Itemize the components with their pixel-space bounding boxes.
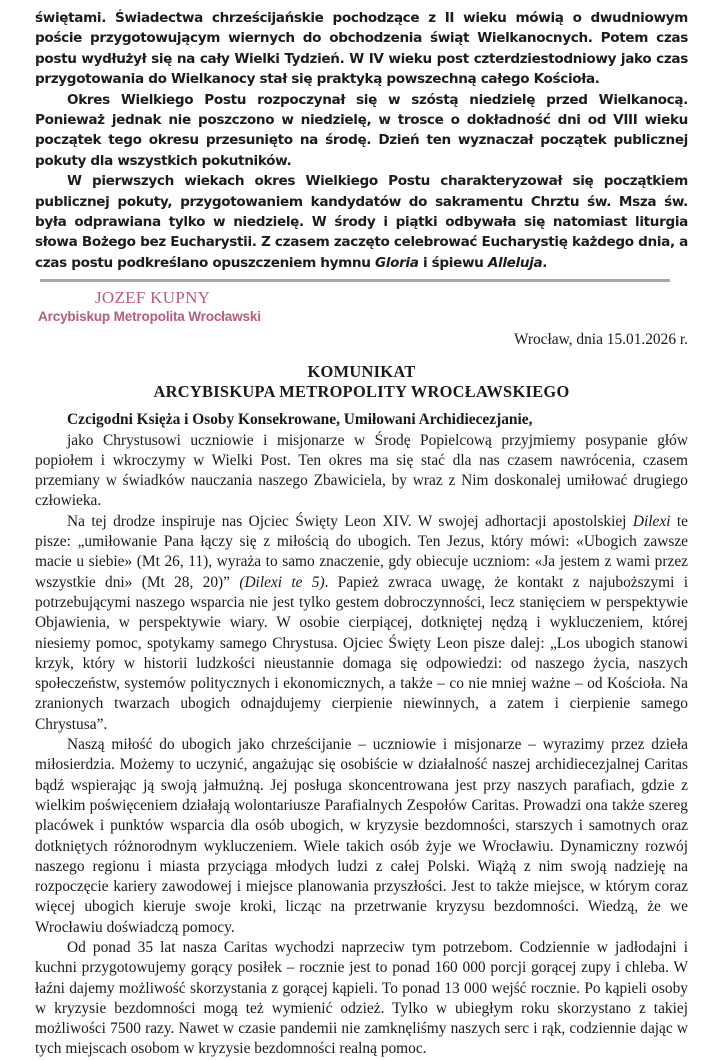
- communique-heading: [35, 362, 688, 402]
- text-run: jako Chrystusowi uczniowie i misjonarze w Środę Popielcową przyjmiemy posypanie głów popiołem i wkroczymy w Wielki Post. Ten okres ma się stać dla nas czasem nawrócenia, czasem przemiany w świadków nauczania naszego Zbawiciela, by wraz z Nim doskonalej umiłować drugiego człowieka.: [35, 431, 688, 510]
- text-run: te pisze: „umiłowanie Pana łączy się z miłością do ubogich. Ten Jezus, który mówi: «Ubogich zawsze macie u siebie» (Mt 26, 11), wyraża to samo znaczenie, gdy obiecuje uczniom: «Ja jestem z wami przez wszystkie dni» (Mt 28, 20)”: [35, 512, 688, 591]
- italic-text: Dilexi: [632, 512, 671, 530]
- communique-paragraph: [35, 431, 688, 512]
- article-paragraph: [35, 8, 688, 90]
- section-divider: [40, 279, 670, 282]
- document-page: [35, 8, 688, 1060]
- author-title: Arcybiskup Metropolita Wrocławski: [38, 309, 261, 325]
- italic-text: Alleluja: [487, 254, 543, 271]
- heading-line-2: ARCYBISKUPA METROPOLITY WROCŁAWSKIEGO: [153, 382, 570, 402]
- text-run: Od ponad 35 lat nasza Caritas wychodzi naprzeciw tym potrzebom. Codziennie w jadłodajni i kuchni przygotowujemy gorący posiłek – rocznie jest to ponad 160 000 porcji gorącej zupy i chleba. W łaźni dajemy możliwość skorzystania z gorącej kąpieli. To ponad 13 000 wejść rocznie. Po kąpieli osoby w kryzysie bezdomności mogą też wymienić odzież. Tylko w ubiegłym roku skorzystano z takiej możliwości 7500 razy. Nawet w czasie pandemii nie zamknęliśmy naszych serc i rąk, codziennie dając w tych miejscach osobom w kryzysie bezdomności realną pomoc.: [35, 939, 688, 1058]
- author-signature: [35, 288, 688, 326]
- communique-paragraph: [35, 938, 688, 1060]
- text-run: W pierwszych wiekach okres Wielkiego Postu charakteryzował się początkiem publicznej pokuty, przygotowaniem kandydatów do sakramentu Chrztu św. Msza św. była odprawiana tylko w niedzielę. W środy i piątki odbywała się natomiast liturgia słowa Bożego bez Eucharystii. Z czasem zaczęto celebrować Eucharystię każdego dnia, a czas postu podkreślano opuszczeniem hymnu: [35, 173, 688, 271]
- author-name: JOZEF KUPNY: [95, 288, 211, 308]
- text-run: .: [542, 254, 548, 271]
- article-paragraph: [35, 171, 688, 273]
- text-run: i śpiewu: [418, 254, 488, 271]
- date-line: Wrocław, dnia 15.01.2026 r.: [513, 331, 688, 349]
- previous-article-section: [35, 8, 688, 273]
- communique-paragraph: [35, 735, 688, 938]
- communique-paragraph: [35, 512, 688, 735]
- text-run: Na tej drodze inspiruje nas Ojciec Święty Leon XIV. W swojej adhortacji apostolskiej: [67, 512, 633, 530]
- text-run: Okres Wielkiego Postu rozpoczynał się w szóstą niedzielę przed Wielkanocą. Ponieważ jednak nie poszczono w niedzielę, w trosce o dokładność dni od VIII wieku początek tego okresu przesunięto na środę. Dzień ten wyznaczał początek publicznej pokuty dla wszystkich pokutników.: [35, 91, 688, 169]
- communique-section: [35, 330, 688, 1060]
- italic-text: Gloria: [374, 254, 419, 271]
- heading-line-1: KOMUNIKAT: [307, 362, 416, 382]
- article-paragraph: [35, 90, 688, 172]
- italic-text: (Dilexi te 5): [239, 573, 325, 591]
- text-run: świętami. Świadectwa chrześcijańskie pochodzące z II wieku mówią o dwudniowym poście przygotowującym wiernych do obchodzenia świąt Wielkanocnych. Potem czas postu wydłużył się na cały Wielki Tydzień. W IV wieku post czterdziestodniowy jako czas przygotowania do Wielkanocy stał się praktyką powszechną całego Kościoła.: [35, 10, 688, 88]
- text-run: Naszą miłość do ubogich jako chrześcijanie – uczniowie i misjonarze – wyrazimy przez dzieła miłosierdzia. Możemy to uczynić, angażując się osobiście w działalność naszej archidiecezjalnej Caritas bądź wspierając ją swoją jałmużną. Jej posługa skoncentrowana jest przy naszych parafiach, gdzie z wielkim poświęceniem działają wolontariusze Parafialnych Zespołów Caritas. Prowadzi ona także szereg placówek i punktów wsparcia dla osób ubogich, w kryzysie bezdomności, starszych i samotnych oraz dotkniętych różnorodnym wykluczeniem. Wiele takich osób żyje we Wrocławiu. Dynamiczny rozwój naszego regionu i miasta przyciąga młodych ludzi z całej Polski. Wiążą z nim swoją nadzieję na rozpoczęcie kariery zawodowej i miejsce planowania przyszłości. Jest to także miejsce, w którym coraz więcej ubogich kieruje swoje kroki, licząc na przetrwanie kryzysu bezdomności. Wiedzą, że we Wrocławiu doświadczą pomocy.: [35, 736, 688, 936]
- salutation: Czcigodni Księża i Osoby Konsekrowane, Umiłowani Archidiecezjanie,: [67, 411, 533, 429]
- text-run: . Papież zwraca uwagę, że kontakt z najuboższymi i potrzebującymi naszego wsparcia nie jest tylko gestem dobroczynności, lecz stanięciem w perspektywie Objawienia, w perspektywie wiary. W osobie cierpiącej, dotkniętej nędzą i wykluczeniem, której niesiemy pomoc, spotykamy samego Chrystusa. Ojciec Święty Leon pisze dalej: „Los ubogich stanowi krzyk, który w historii ludzkości nieustannie domaga się odpowiedzi: od naszego życia, naszych społeczeństw, systemów politycznych i ekonomicznych, a także – co nie mniej ważne – od Kościoła. Na zranionych twarzach ubogich odnajdujemy cierpienie niewinnych, a zatem i cierpienie samego Chrystusa”.: [35, 573, 688, 733]
